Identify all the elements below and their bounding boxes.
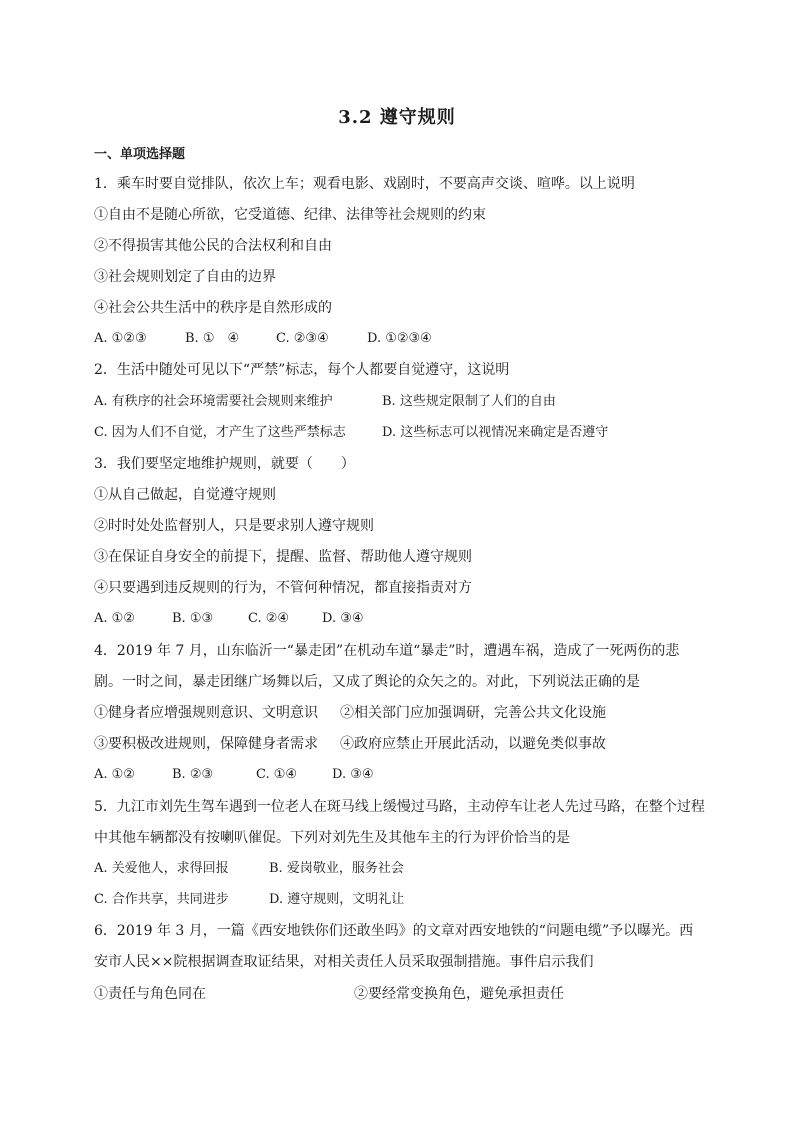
q2-stem: 2．生活中随处可见以下“严禁”标志，每个人都要自觉遵守，这说明	[94, 362, 510, 378]
q4-stem-line-2: 剧。一时之间，暴走团继广场舞以后，又成了舆论的众矢之的。对此，下列说法正确的是	[94, 674, 640, 690]
q4-option-c: C. ①④	[256, 767, 298, 782]
q4-stem-line-1: 4．2019 年 7 月，山东临沂一“暴走团”在机动车道“暴走”时，遭遇车祸，造成了一死两伤的悲	[94, 643, 680, 659]
q3-option-d: D. ③④	[322, 611, 364, 626]
q2-option-c: C. 因为人们不自觉，才产生了这些严禁标志	[94, 425, 346, 440]
q1-option-b: B. ① ④	[185, 331, 240, 346]
q4-statement-2: ②相关部门应加强调研，完善公共文化设施	[340, 705, 606, 721]
q1-statement-1: ①自由不是随心所欲，它受道德、纪律、法律等社会规则的约束	[94, 207, 486, 223]
q1-statement-3: ③社会规则划定了自由的边界	[94, 269, 276, 285]
q4-statement-1: ①健身者应增强规则意识、文明意识	[94, 705, 318, 721]
q2-option-d: D. 这些标志可以视情况来确定是否遵守	[382, 425, 609, 440]
q1-stem: 1．乘车时要自觉排队，依次上车；观看电影、戏剧时，不要高声交谈、喧哗。以上说明	[94, 176, 635, 192]
q3-option-b: B. ①③	[172, 611, 214, 626]
section-heading: 一、单项选择题	[94, 147, 186, 162]
q5-option-d: D. 遵守规则，文明礼让	[269, 892, 405, 907]
q3-statement-4: ④只要遇到违反规则的行为，不管何种情况，都直接指责对方	[94, 580, 472, 596]
q3-stem: 3．我们要坚定地维护规则，就要（ ）	[94, 456, 355, 472]
q3-statement-3: ③在保证自身安全的前提下，提醒、监督、帮助他人遵守规则	[94, 549, 472, 565]
q5-stem-line-2: 中其他车辆都没有按喇叭催促。下列对刘先生及其他车主的行为评价恰当的是	[94, 830, 570, 846]
q3-option-c: C. ②④	[248, 611, 290, 626]
q4-statement-3: ③要积极改进规则，保障健身者需求	[94, 736, 318, 752]
q2-option-a: A. 有秩序的社会环境需要社会规则来维护	[94, 394, 333, 409]
q1-option-c: C. ②③④	[276, 331, 329, 346]
q1-option-d: D. ①②③④	[367, 331, 432, 346]
q6-statement-2: ②要经常变换角色，避免承担责任	[354, 986, 564, 1002]
q1-option-a: A. ①②③	[94, 331, 147, 346]
q6-statement-1: ①责任与角色同在	[94, 986, 206, 1002]
q6-stem-line-1: 6．2019 年 3 月，一篇《西安地铁你们还敢坐吗》的文章对西安地铁的“问题电缆”予以曝光。西	[94, 923, 694, 939]
q6-stem-line-2: 安市人民××院根据调查取证结果，对相关责任人员采取强制措施。事件启示我们	[94, 954, 594, 970]
q3-option-a: A. ①②	[94, 611, 135, 626]
q1-statement-4: ④社会公共生活中的秩序是自然形成的	[94, 300, 332, 316]
q4-option-d: D. ③④	[332, 767, 374, 782]
q3-statement-2: ②时时处处监督别人，只是要求别人遵守规则	[94, 518, 374, 534]
q1-statement-2: ②不得损害其他公民的合法权利和自由	[94, 238, 332, 254]
q5-option-c: C. 合作共享，共同进步	[94, 892, 229, 907]
q5-option-b: B. 爱岗敬业，服务社会	[269, 861, 404, 876]
page-title: 3.2 遵守规则	[338, 107, 456, 128]
q5-option-a: A. 关爱他人，求得回报	[94, 861, 229, 876]
q5-stem-line-1: 5．九江市刘先生驾车遇到一位老人在斑马线上缓慢过马路，主动停车让老人先过马路，在整个过程	[94, 799, 705, 815]
q4-option-b: B. ②③	[172, 767, 214, 782]
q2-option-b: B. 这些规定限制了人们的自由	[382, 394, 556, 409]
q4-statement-4: ④政府应禁止开展此活动，以避免类似事故	[340, 736, 606, 752]
q4-option-a: A. ①②	[94, 767, 135, 782]
q3-statement-1: ①从自己做起，自觉遵守规则	[94, 487, 276, 503]
